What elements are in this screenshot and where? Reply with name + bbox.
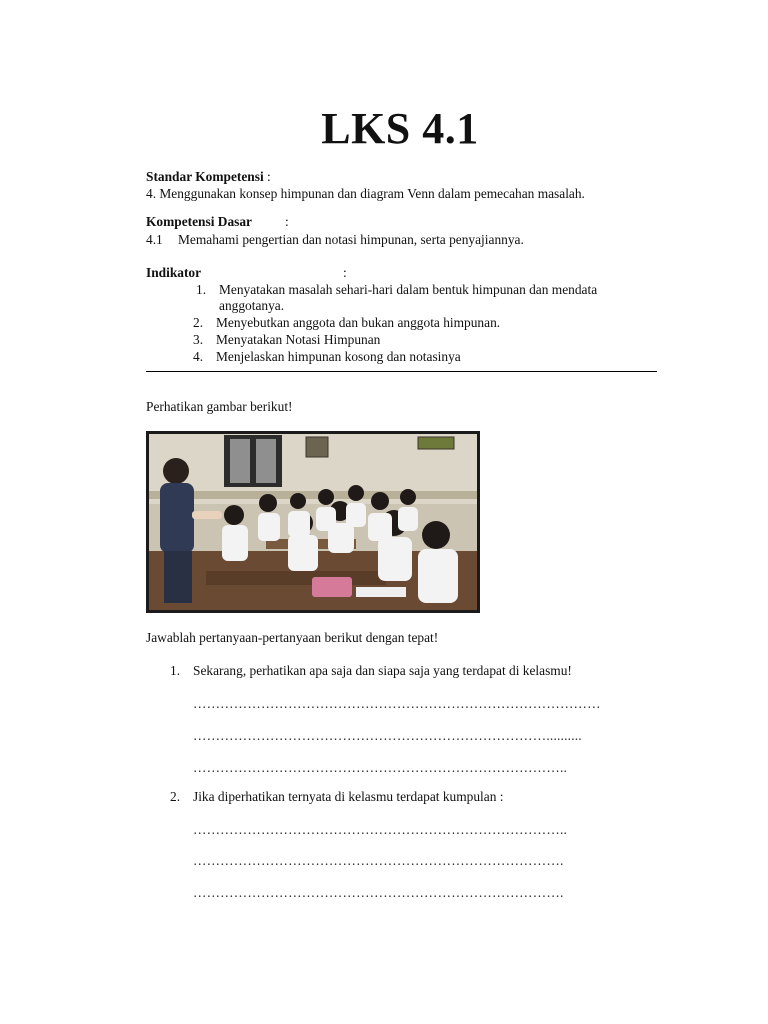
answer-line-2-3[interactable]: ………………………………………………………………………. xyxy=(193,885,564,900)
answer-line-2-1[interactable]: ……………………………………………………………………….. xyxy=(193,822,568,837)
indikator-item-4: Menjelaskan himpunan kosong dan notasinya xyxy=(216,349,461,364)
kompetensi-num: 4.1 xyxy=(146,232,163,247)
question-1-num: 1. xyxy=(170,663,181,678)
question-2-num: 2. xyxy=(170,789,181,804)
indikator-item-1-line2: anggotanya. xyxy=(219,298,285,313)
standar-colon: : xyxy=(267,169,271,184)
standar-text: 4. Menggunakan konsep himpunan dan diagram Venn dalam pemecahan masalah. xyxy=(146,186,585,201)
indikator-item-2: Menyebutkan anggota dan bukan anggota himpunan. xyxy=(216,315,501,330)
kompetensi-colon: : xyxy=(285,214,289,229)
standar-heading xyxy=(146,169,271,185)
answer-line-1-2[interactable]: …………………………………………………………………….......... xyxy=(193,728,582,743)
question-2-text: Jika diperhatikan ternyata di kelasmu terdapat kumpulan : xyxy=(193,789,504,804)
question-1-text: Sekarang, perhatikan apa saja dan siapa saja yang terdapat di kelasmu! xyxy=(193,663,572,678)
indikator-label: Indikator xyxy=(146,265,202,280)
divider-line xyxy=(146,371,657,372)
classroom-illustration xyxy=(146,431,480,613)
indikator-num-2: 2. xyxy=(193,315,204,330)
answer-line-2-2[interactable]: ………………………………………………………………………. xyxy=(193,853,564,868)
kompetensi-label: Kompetensi Dasar xyxy=(146,214,253,229)
classroom-photo xyxy=(146,431,480,613)
indikator-num-1: 1. xyxy=(196,282,207,297)
answer-line-1-3[interactable]: ……………………………………………………………………….. xyxy=(193,760,568,775)
indikator-colon: : xyxy=(343,265,347,280)
instruction-text: Jawablah pertanyaan-pertanyaan berikut dengan tepat! xyxy=(146,630,439,645)
indikator-num-4: 4. xyxy=(193,349,204,364)
page-title: LKS 4.1 xyxy=(321,104,479,153)
indikator-num-3: 3. xyxy=(193,332,204,347)
standar-label: Standar Kompetensi xyxy=(146,169,264,184)
indikator-item-1-line1: Menyatakan masalah sehari-hari dalam bentuk himpunan dan mendata xyxy=(219,282,598,297)
kompetensi-text: Memahami pengertian dan notasi himpunan, serta penyajiannya. xyxy=(178,232,524,247)
intro-text: Perhatikan gambar berikut! xyxy=(146,399,293,414)
answer-line-1-1[interactable]: ……………………………………………………………………………… xyxy=(193,696,601,711)
indikator-item-3: Menyatakan Notasi Himpunan xyxy=(216,332,381,347)
